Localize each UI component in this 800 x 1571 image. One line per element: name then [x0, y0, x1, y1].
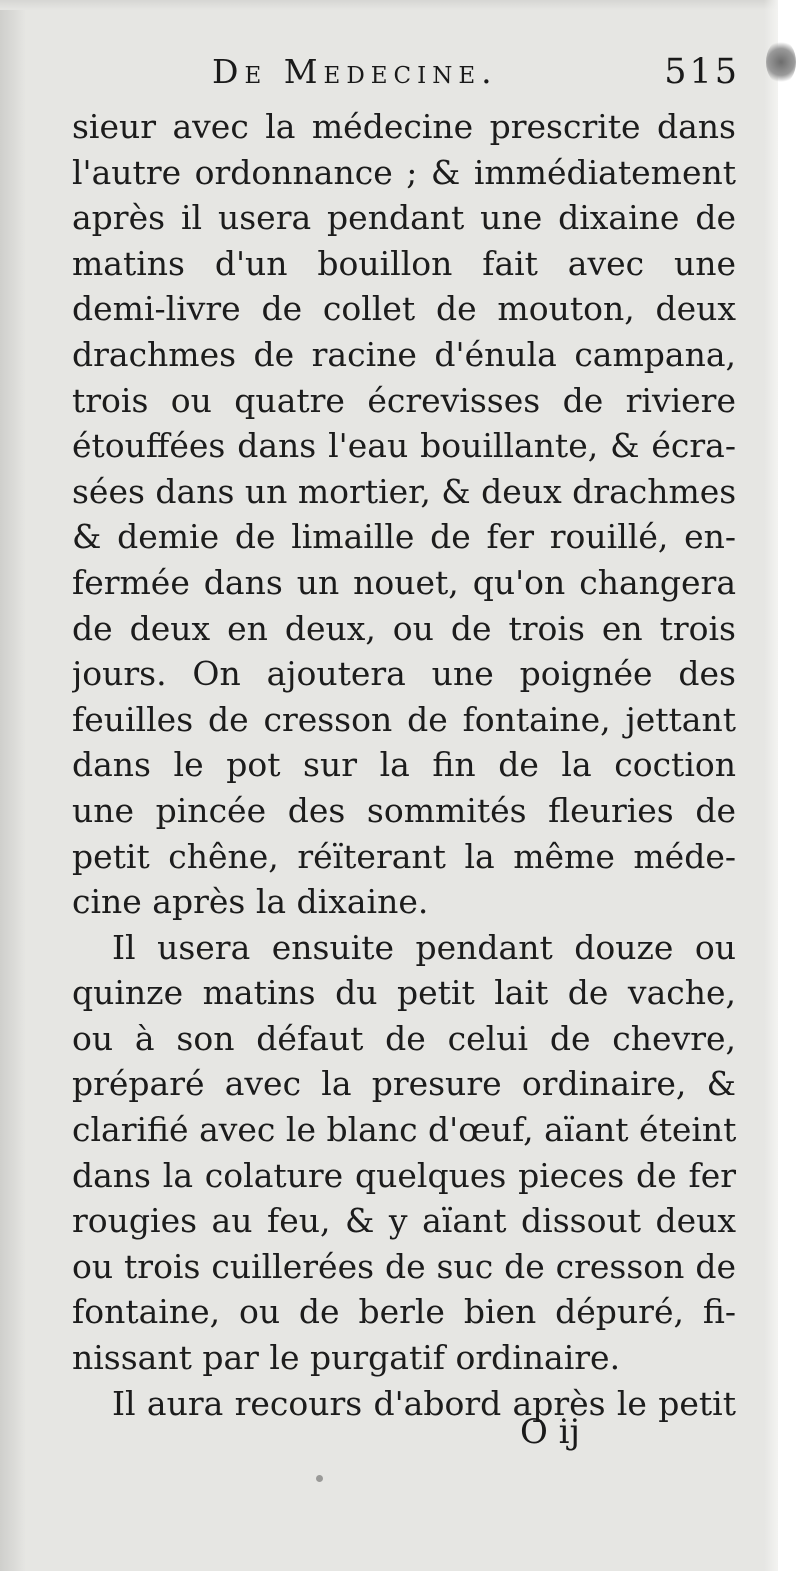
text-line: & demie de limaille de fer rouillé, en- [72, 517, 736, 557]
text-line: après il usera pendant une dixaine de [72, 198, 736, 238]
text-line: préparé avec la presure ordinaire, & [72, 1064, 736, 1104]
page-number: 515 [664, 52, 740, 92]
right-page-margin [778, 0, 800, 1571]
text-line: étouffées dans l'eau bouillante, & écra- [72, 426, 736, 466]
text-line: clarifié avec le blanc d'œuf, aïant éteint [72, 1110, 736, 1150]
text-line: sées dans un mortier, & deux drachmes [72, 471, 736, 511]
gutter-shadow [0, 0, 26, 1571]
page-header [60, 52, 740, 100]
right-edge-fade [764, 0, 778, 1571]
signature-mark: O ij [520, 1412, 581, 1452]
text-line: cine après la dixaine. [72, 882, 429, 922]
body-text [72, 104, 736, 1426]
text-line: demi-livre de collet de mouton, deux [72, 289, 736, 329]
text-line: dans le pot sur la fin de la coction [72, 745, 736, 785]
text-line: rougies au feu, & y aïant dissout deux [72, 1201, 736, 1241]
text-line: Il aura recours d'abord après le petit [112, 1383, 736, 1423]
text-line: de deux en deux, ou de trois en trois [72, 608, 736, 648]
text-line: ou à son défaut de celui de chevre, [72, 1018, 736, 1058]
text-line: jours. On ajoutera une poignée des [72, 654, 736, 694]
paper-speck [316, 1475, 323, 1482]
running-head: De Medecine. [212, 52, 498, 91]
text-line: dans la colature quelques pieces de fer [72, 1155, 736, 1195]
ink-blot [766, 40, 796, 84]
text-line: Il usera ensuite pendant douze ou [112, 927, 736, 967]
text-line: fermée dans un nouet, qu'on changera [72, 562, 736, 602]
text-line: petit chêne, réïterant la même méde- [72, 836, 736, 876]
top-edge-shadow [0, 0, 800, 10]
text-line: drachmes de racine d'énula campana, [72, 334, 736, 374]
text-line: une pincée des sommités fleuries de [72, 790, 736, 830]
text-line: trois ou quatre écrevisses de riviere [72, 380, 736, 420]
text-line: sieur avec la médecine prescrite dans [72, 107, 736, 146]
text-line: fontaine, ou de berle bien dépuré, fi- [72, 1292, 736, 1332]
text-line: matins d'un bouillon fait avec une [72, 243, 736, 283]
text-line: ou trois cuillerées de suc de cresson de [72, 1246, 736, 1286]
text-line: nissant par le purgatif ordinaire. [72, 1338, 621, 1378]
text-line: quinze matins du petit lait de vache, [72, 973, 736, 1013]
text-line: feuilles de cresson de fontaine, jettant [72, 699, 736, 739]
text-line: l'autre ordonnance ; & immédiatement [72, 152, 736, 192]
